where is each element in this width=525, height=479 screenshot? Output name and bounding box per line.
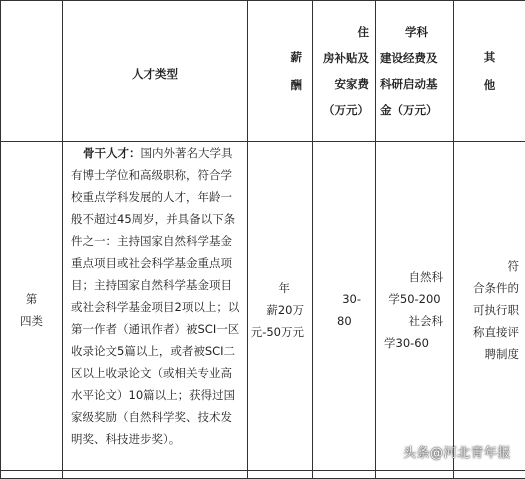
header-research-line: 金（万元） bbox=[380, 97, 453, 123]
table-row bbox=[1, 142, 525, 479]
salary-line: 年 bbox=[248, 277, 304, 299]
category-cell bbox=[1, 142, 63, 479]
header-other bbox=[454, 1, 525, 142]
salary-line: 元-50万元 bbox=[248, 321, 304, 343]
other-line: 合条件的 bbox=[454, 277, 519, 299]
housing-cell bbox=[313, 142, 376, 479]
header-other-line: 其 bbox=[454, 43, 525, 71]
header-category-cell bbox=[1, 1, 63, 142]
header-research-funding bbox=[376, 1, 454, 142]
other-line: 聘制度 bbox=[454, 343, 519, 365]
header-housing-line: 住 bbox=[313, 19, 369, 45]
research-line: 社会科 bbox=[376, 310, 453, 332]
other-line: 可执行职 bbox=[454, 299, 519, 321]
source-watermark: 头条@河北青年报 bbox=[403, 442, 511, 461]
header-housing bbox=[313, 1, 376, 142]
header-research-line: 建设经费及 bbox=[380, 45, 453, 71]
talent-description-cell bbox=[63, 142, 248, 479]
other-line: 称直接评 bbox=[454, 321, 519, 343]
talent-description-text: 国内外著名大学具有博士学位和高级职称，符合学校重点学科发展的人才，年龄一般不超过45周岁，并具备以下条件之一：主持国家自然科学基金重点项目或社会科学基金重点项目；主持国家自然科学基金项目或社会科学基金项目2项以上；以第一作者（通讯作者）被SCI一区收录论文5篇以上，或者被SCI二区以上收录论文（或相关专业高水平论文）10篇以上；获得过国家级奖励（自然科学奖、技术发明奖、科技进步奖）。 bbox=[71, 146, 239, 446]
housing-line: 30- bbox=[313, 288, 375, 310]
other-cell bbox=[454, 142, 525, 479]
next-row-edge bbox=[0, 470, 525, 476]
header-housing-line: （万元） bbox=[313, 97, 369, 123]
research-line: 学30-60 bbox=[376, 332, 453, 354]
salary-cell bbox=[248, 142, 313, 479]
research-line: 学50-200 bbox=[376, 288, 453, 310]
header-talent-type: 人才类型 bbox=[63, 1, 248, 142]
other-line: 符 bbox=[454, 255, 519, 277]
talent-lead-label: 骨干人才： bbox=[83, 146, 141, 160]
header-salary-line: 酬 bbox=[248, 71, 302, 99]
header-other-line: 他 bbox=[454, 71, 525, 99]
research-line: 自然科 bbox=[376, 266, 453, 288]
header-research-line: 学科 bbox=[380, 19, 453, 45]
category-line: 第 bbox=[1, 288, 62, 310]
research-funding-cell bbox=[376, 142, 454, 479]
header-housing-line: 安家费 bbox=[313, 71, 369, 97]
salary-line: 薪20万 bbox=[248, 299, 304, 321]
category-line: 四类 bbox=[1, 310, 62, 332]
header-salary-line: 薪 bbox=[248, 43, 302, 71]
housing-line: 80 bbox=[313, 310, 375, 332]
header-row bbox=[1, 1, 525, 142]
header-housing-line: 房补贴及 bbox=[313, 45, 369, 71]
header-research-line: 科研启动基 bbox=[380, 71, 453, 97]
header-salary bbox=[248, 1, 313, 142]
